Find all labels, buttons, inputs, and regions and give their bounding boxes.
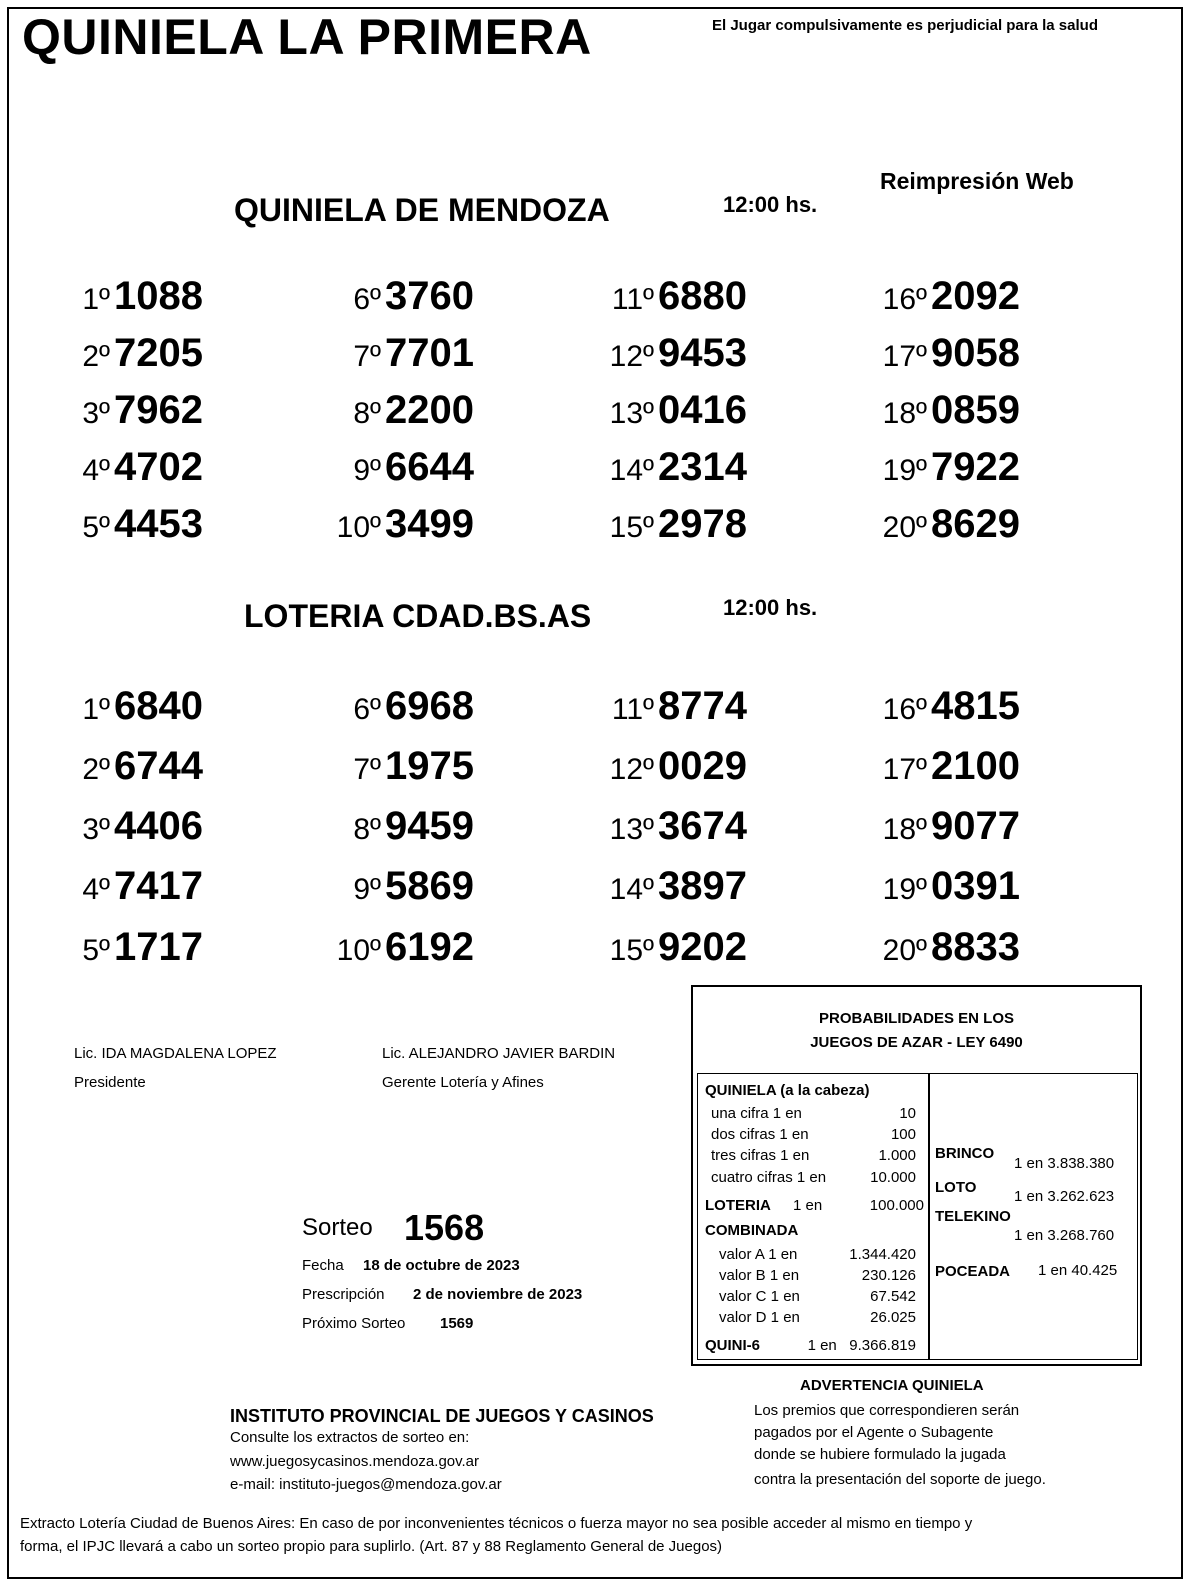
result-position: 18º <box>882 813 927 846</box>
result-number: 1088 <box>114 274 203 318</box>
footer-line1: Extracto Lotería Ciudad de Buenos Aires: En caso de por inconvenientes técnicos o fuerza mayor no sea posible acceder al mismo en tiempo y <box>20 1515 973 1532</box>
combinada-row-value: 1.344.420 <box>849 1246 916 1263</box>
result-number: 3499 <box>385 502 474 546</box>
result-position: 17º <box>882 340 927 373</box>
result-entry <box>594 447 747 487</box>
result-number: 6968 <box>385 684 474 728</box>
prescripcion-value: 2 de noviembre de 2023 <box>413 1286 583 1303</box>
advertencia-line: Los premios que correspondieren serán <box>754 1402 1020 1419</box>
fecha-label: Fecha <box>302 1257 344 1274</box>
quini6-label: QUINI-6 <box>705 1337 761 1354</box>
result-position: 3º <box>82 813 110 846</box>
section-time-mendoza: 12:00 hs. <box>723 192 818 217</box>
result-position: 6º <box>353 283 381 316</box>
result-number: 8774 <box>658 684 747 728</box>
result-number: 0859 <box>931 388 1020 432</box>
section-title-loteria: LOTERIA CDAD.BS.AS <box>244 598 592 634</box>
result-number: 2092 <box>931 274 1020 318</box>
result-number: 3897 <box>658 864 747 908</box>
poceada-value: 1 en 40.425 <box>1038 1262 1118 1279</box>
result-position: 17º <box>882 753 927 786</box>
result-entry <box>321 390 474 430</box>
quini6-value: 1 en 9.366.819 <box>807 1337 916 1354</box>
prescripcion-label: Prescripción <box>302 1286 385 1303</box>
result-position: 14º <box>609 454 654 487</box>
quiniela-row-label: una cifra 1 en <box>711 1105 802 1122</box>
result-entry <box>50 806 203 846</box>
result-position: 6º <box>353 693 381 726</box>
result-position: 10º <box>336 934 381 967</box>
result-entry <box>867 806 1020 846</box>
result-entry <box>321 686 474 726</box>
result-position: 2º <box>82 753 110 786</box>
result-position: 4º <box>82 873 110 906</box>
result-number: 0391 <box>931 864 1020 908</box>
probabilities-table <box>697 1073 1138 1360</box>
result-position: 13º <box>609 813 654 846</box>
loto-value: 1 en 3.262.623 <box>1014 1188 1115 1205</box>
result-entry <box>50 927 203 967</box>
result-number: 6840 <box>114 684 203 728</box>
result-entry <box>867 504 1020 544</box>
result-entry <box>594 504 747 544</box>
result-number: 8833 <box>931 925 1020 969</box>
result-entry <box>321 276 474 316</box>
advertencia-line: pagados por el Agente o Subagente <box>754 1424 994 1441</box>
result-entry <box>321 746 474 786</box>
result-position: 11º <box>611 283 654 316</box>
combinada-row-label: valor A 1 en <box>719 1246 798 1263</box>
result-position: 9º <box>353 873 381 906</box>
result-entry <box>321 806 474 846</box>
result-number: 8629 <box>931 502 1020 546</box>
result-position: 19º <box>882 454 927 487</box>
result-position: 18º <box>882 397 927 430</box>
result-position: 20º <box>882 511 927 544</box>
result-number: 7205 <box>114 331 203 375</box>
result-entry <box>594 390 747 430</box>
result-number: 0029 <box>658 744 747 788</box>
result-entry <box>50 390 203 430</box>
result-position: 5º <box>82 934 110 967</box>
result-position: 12º <box>609 753 654 786</box>
result-number: 4406 <box>114 804 203 848</box>
institute-website: www.juegosycasinos.mendoza.gov.ar <box>230 1453 480 1470</box>
combinada-row-value: 67.542 <box>870 1288 916 1305</box>
result-position: 12º <box>609 340 654 373</box>
result-number: 3674 <box>658 804 747 848</box>
result-entry <box>594 686 747 726</box>
advertencia-line: contra la presentación del soporte de juego. <box>754 1471 1046 1488</box>
advertencia-line: donde se hubiere formulado la jugada <box>754 1446 1006 1463</box>
health-warning: El Jugar compulsivamente es perjudicial para la salud <box>712 17 1098 34</box>
result-number: 2314 <box>658 445 747 489</box>
proximo-sorteo-value: 1569 <box>440 1315 474 1332</box>
result-number: 7701 <box>385 331 474 375</box>
result-number: 9453 <box>658 331 747 375</box>
result-number: 5869 <box>385 864 474 908</box>
result-position: 7º <box>353 753 381 786</box>
result-entry <box>594 746 747 786</box>
result-number: 6880 <box>658 274 747 318</box>
result-number: 0416 <box>658 388 747 432</box>
quiniela-odds-label: QUINIELA (a la cabeza) <box>705 1082 870 1099</box>
probabilities-box <box>691 985 1142 1366</box>
result-entry <box>594 276 747 316</box>
signature-right-name: Lic. ALEJANDRO JAVIER BARDIN <box>382 1045 616 1062</box>
result-entry <box>867 447 1020 487</box>
probabilities-divider <box>928 1074 930 1359</box>
result-position: 3º <box>82 397 110 430</box>
result-entry <box>321 447 474 487</box>
signature-left-role: Presidente <box>74 1074 146 1091</box>
quiniela-row-value: 1.000 <box>878 1147 916 1164</box>
result-entry <box>50 866 203 906</box>
signature-right-role: Gerente Lotería y Afines <box>382 1074 544 1091</box>
result-position: 14º <box>609 873 654 906</box>
section-time-loteria: 12:00 hs. <box>723 595 818 620</box>
result-position: 8º <box>353 397 381 430</box>
section-title-mendoza: QUINIELA DE MENDOZA <box>234 192 610 228</box>
result-entry <box>50 746 203 786</box>
result-number: 2978 <box>658 502 747 546</box>
result-number: 4453 <box>114 502 203 546</box>
quiniela-row-label: tres cifras 1 en <box>711 1147 810 1164</box>
combinada-row-label: valor C 1 en <box>719 1288 800 1305</box>
result-entry <box>50 447 203 487</box>
result-position: 11º <box>611 693 654 726</box>
result-entry <box>867 746 1020 786</box>
quiniela-row-value: 10.000 <box>870 1169 916 1186</box>
result-position: 1º <box>82 283 110 316</box>
result-number: 1975 <box>385 744 474 788</box>
result-number: 9202 <box>658 925 747 969</box>
institute-email: e-mail: instituto-juegos@mendoza.gov.ar <box>230 1476 502 1493</box>
telekino-label: TELEKINO <box>935 1208 1011 1225</box>
loteria-odds-value: 100.000 <box>869 1197 924 1214</box>
combinada-row-value: 26.025 <box>870 1309 916 1326</box>
page-title: QUINIELA LA PRIMERA <box>22 9 592 65</box>
result-entry <box>867 927 1020 967</box>
result-position: 13º <box>609 397 654 430</box>
loteria-odds-label: LOTERIA <box>705 1197 771 1214</box>
result-number: 6192 <box>385 925 474 969</box>
result-number: 3760 <box>385 274 474 318</box>
reprint-label: Reimpresión Web <box>880 168 1074 194</box>
result-entry <box>50 333 203 373</box>
result-entry <box>867 333 1020 373</box>
result-entry <box>50 504 203 544</box>
result-position: 20º <box>882 934 927 967</box>
result-position: 8º <box>353 813 381 846</box>
combinada-label: COMBINADA <box>705 1222 799 1239</box>
result-number: 2100 <box>931 744 1020 788</box>
advertencia-title: ADVERTENCIA QUINIELA <box>800 1377 984 1394</box>
result-number: 9058 <box>931 331 1020 375</box>
result-entry <box>321 504 474 544</box>
result-number: 2200 <box>385 388 474 432</box>
result-position: 10º <box>336 511 381 544</box>
result-number: 4702 <box>114 445 203 489</box>
footer-line2: forma, el IPJC llevará a cabo un sorteo propio para suplirlo. (Art. 87 y 88 Reglamento General de Juegos) <box>20 1538 723 1555</box>
result-number: 4815 <box>931 684 1020 728</box>
result-position: 7º <box>353 340 381 373</box>
institute-consult: Consulte los extractos de sorteo en: <box>230 1429 470 1446</box>
result-number: 6744 <box>114 744 203 788</box>
result-entry <box>321 927 474 967</box>
signature-left-name: Lic. IDA MAGDALENA LOPEZ <box>74 1045 277 1062</box>
loto-label: LOTO <box>935 1179 977 1196</box>
telekino-value: 1 en 3.268.760 <box>1014 1227 1115 1244</box>
result-position: 1º <box>82 693 110 726</box>
result-position: 5º <box>82 511 110 544</box>
sorteo-label: Sorteo <box>302 1214 373 1241</box>
loteria-odds-prefix: 1 en <box>793 1197 823 1214</box>
result-position: 15º <box>609 511 654 544</box>
result-number: 9459 <box>385 804 474 848</box>
result-entry <box>867 866 1020 906</box>
quiniela-row-value: 10 <box>899 1105 916 1122</box>
result-entry <box>594 333 747 373</box>
brinco-label: BRINCO <box>935 1145 995 1162</box>
result-entry <box>594 927 747 967</box>
poceada-label: POCEADA <box>935 1263 1011 1280</box>
result-number: 7962 <box>114 388 203 432</box>
result-entry <box>594 866 747 906</box>
institute-title: INSTITUTO PROVINCIAL DE JUEGOS Y CASINOS <box>230 1406 654 1426</box>
result-number: 1717 <box>114 925 203 969</box>
probabilities-title-line2: JUEGOS DE AZAR - LEY 6490 <box>810 1034 1023 1051</box>
brinco-value: 1 en 3.838.380 <box>1014 1155 1115 1172</box>
result-position: 4º <box>82 454 110 487</box>
result-entry <box>321 333 474 373</box>
quiniela-row-value: 100 <box>890 1126 916 1143</box>
result-number: 6644 <box>385 445 474 489</box>
quiniela-row-label: cuatro cifras 1 en <box>711 1169 827 1186</box>
combinada-row-label: valor B 1 en <box>719 1267 800 1284</box>
result-entry <box>867 686 1020 726</box>
result-position: 19º <box>882 873 927 906</box>
result-position: 2º <box>82 340 110 373</box>
proximo-sorteo-label: Próximo Sorteo <box>302 1315 406 1332</box>
result-number: 7417 <box>114 864 203 908</box>
result-entry <box>867 390 1020 430</box>
result-entry <box>50 686 203 726</box>
result-position: 16º <box>882 693 927 726</box>
result-entry <box>594 806 747 846</box>
combinada-row-value: 230.126 <box>861 1267 916 1284</box>
quiniela-row-label: dos cifras 1 en <box>711 1126 809 1143</box>
sorteo-number: 1568 <box>404 1207 485 1248</box>
combinada-row-label: valor D 1 en <box>719 1309 800 1326</box>
result-entry <box>867 276 1020 316</box>
fecha-value: 18 de octubre de 2023 <box>363 1257 520 1274</box>
result-number: 9077 <box>931 804 1020 848</box>
result-position: 15º <box>609 934 654 967</box>
result-position: 16º <box>882 283 927 316</box>
result-entry <box>321 866 474 906</box>
result-number: 7922 <box>931 445 1020 489</box>
result-position: 9º <box>353 454 381 487</box>
result-entry <box>50 276 203 316</box>
probabilities-title-line1: PROBABILIDADES EN LOS <box>818 1010 1014 1027</box>
